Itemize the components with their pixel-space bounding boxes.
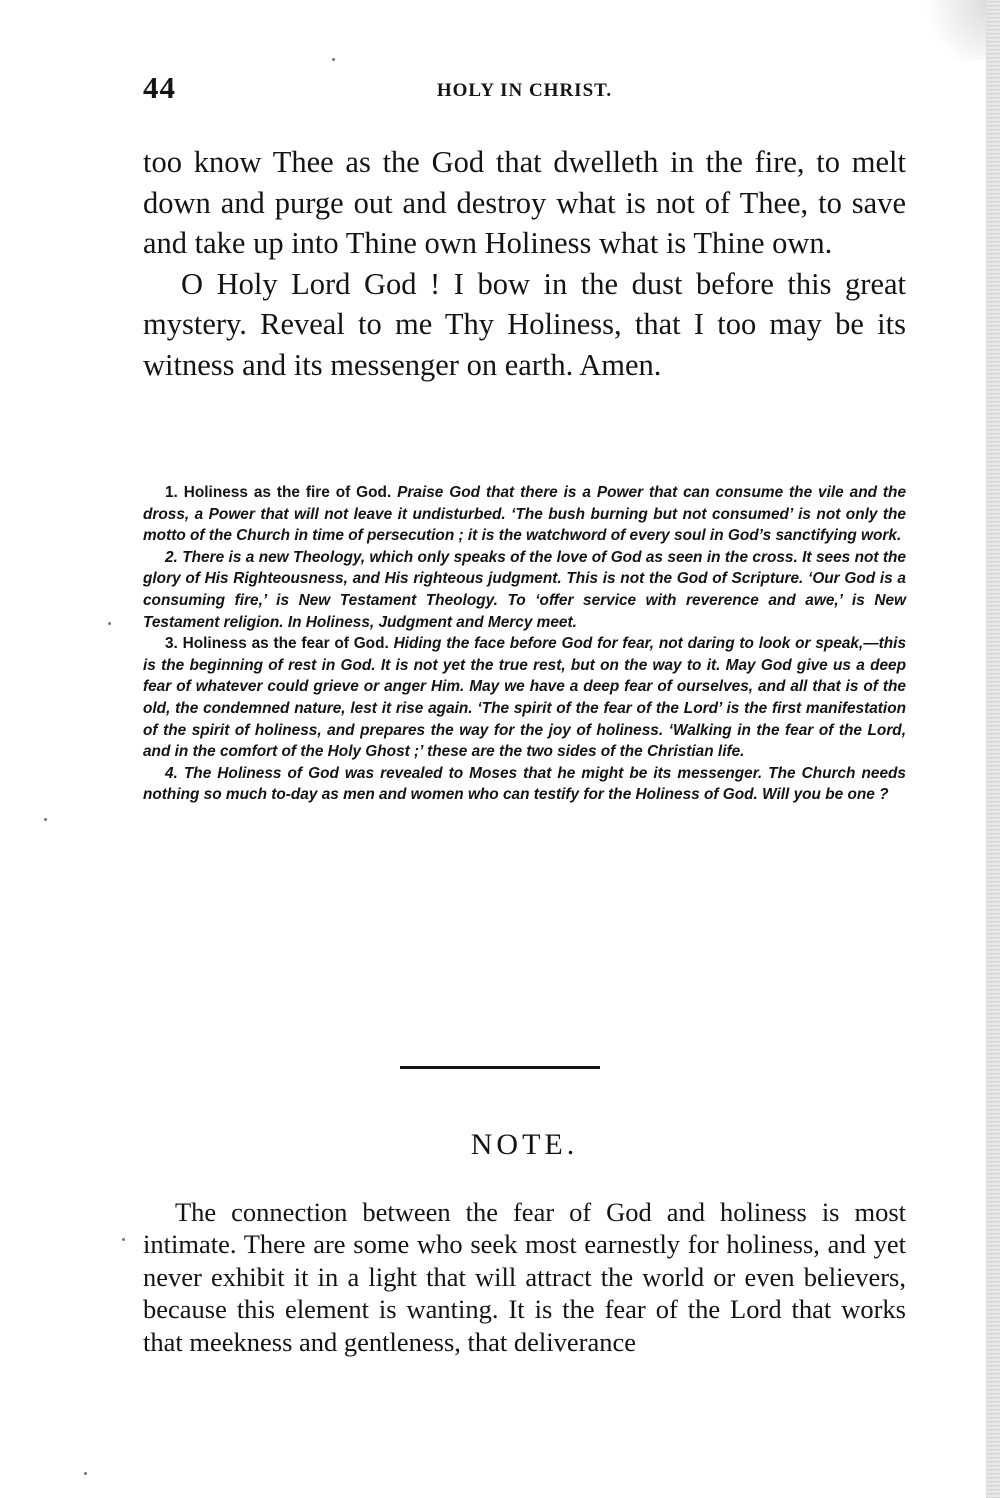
paper-speck bbox=[44, 818, 47, 821]
section-divider bbox=[400, 1066, 600, 1069]
note-lead: 3. Holiness as the fear of God. bbox=[165, 635, 389, 653]
paper-speck bbox=[84, 1472, 87, 1475]
page-edge-shadow bbox=[986, 0, 1000, 1498]
note-paragraph: The connection between the fear of God and holiness is most intimate. There are some who seek most earnestly for holiness, and yet never exhibit it in a light that will attract the world or even believers, because this element is wanting. It is the fear of the Lord that works that meekness and gentleness, that deliverance bbox=[143, 1197, 906, 1357]
body-paragraph: too know Thee as the God that dwelleth in the fire, to melt down and purge out and destroy what is not of Thee, to save and take up into Thine own Holiness what is Thine own. bbox=[143, 145, 906, 260]
note-text: 4. The Holiness of God was revealed to Moses that he might be its messenger. The Church needs nothing so much to-day as men and women who can testify for the Holiness of God. Will you be one ? bbox=[143, 764, 906, 804]
note-text: 2. There is a new Theology, which only speaks of the love of God as seen in the cross. It sees not the glory of His Righteousness, and His righteous judgment. This is not the God of Scripture. ‘Our God is a consuming fire,’ is New Testament Theology. To ‘offer service with reverence and awe,’ is New Testament religion. In Holiness, Judgment and Mercy meet. bbox=[143, 548, 906, 631]
note-lead: 1. Holiness as the fire of God. bbox=[165, 484, 392, 501]
note-heading: NOTE. bbox=[470, 1128, 579, 1161]
study-note bbox=[143, 547, 906, 633]
study-notes bbox=[143, 482, 906, 806]
paper-speck bbox=[122, 1238, 125, 1241]
note-text: Praise God that there is a Power that can consume the vile and the dross, a Power that will not leave it undisturbed. ‘The bush burning but not consumed’ is not only the motto of the Church in time of persecution ; it is the watchword of every soul in God’s sanctifying work. bbox=[143, 484, 906, 545]
body-paragraph: O Holy Lord God ! I bow in the dust before this great mystery. Reveal to me Thy Holiness, that I too may be its witness and its messenger on earth. Amen. bbox=[143, 266, 906, 382]
note-text: Hiding the face before God for fear, not daring to look or speak,—this is the beginning of rest in God. It is not yet the true rest, but on the way to it. May God give us a deep fear of whatever could grieve or anger Him. May we have a deep fear of ourselves, and all that is of the old, the condemned nature, lest it rise again. ‘The spirit of the fear of the Lord’ is the first manifestation of the spirit of holiness, and prepares the way for the joy of holiness. ‘Walking in the fear of the Lord, and in the comfort of the Holy Ghost ;’ these are the two sides of the Christian life. bbox=[143, 635, 906, 761]
study-note bbox=[143, 482, 906, 547]
note-body bbox=[143, 1196, 906, 1358]
page-number: 44 bbox=[143, 70, 176, 105]
study-note bbox=[143, 633, 906, 763]
paper-speck bbox=[108, 622, 111, 625]
page-header bbox=[143, 70, 906, 110]
paper-speck bbox=[332, 58, 335, 61]
study-note bbox=[143, 763, 906, 806]
main-text bbox=[143, 142, 906, 385]
running-title: HOLY IN CHRIST. bbox=[436, 80, 613, 101]
